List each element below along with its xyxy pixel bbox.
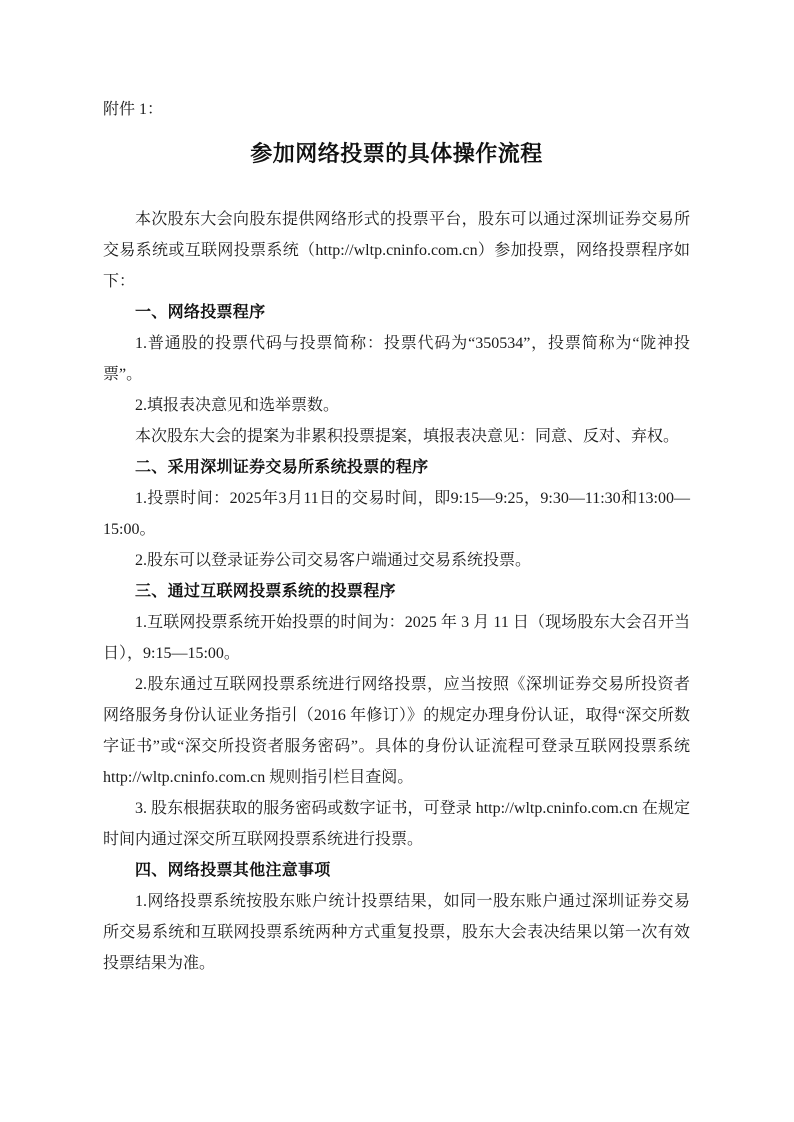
paragraph: 1.网络投票系统按股东账户统计投票结果，如同一股东账户通过深圳证券交易所交易系统和互联网投票系统两种方式重复投票，股东大会表决结果以第一次有效投票结果为准。 [103,893,690,972]
paragraph: 2.股东通过互联网投票系统进行网络投票，应当按照《深圳证券交易所投资者网络服务身份认证业务指引（2016 年修订）》的规定办理身份认证，取得“深交所数字证书”或“深交所投资者服务密码”。具体的身份认证流程可登录互联网投票系统 http://wltp.cninfo.com.cn 规则指引栏目查阅。 [103,676,690,786]
section-heading-3: 三、通过互联网投票系统的投票程序 [135,583,396,600]
paragraph: 3. 股东根据获取的服务密码或数字证书，可登录 http://wltp.cninfo.com.cn 在规定时间内通过深交所互联网投票系统进行投票。 [103,800,690,848]
attachment-label: 附件 1： [103,101,164,118]
paragraph: 本次股东大会的提案为非累积投票提案，填报表决意见：同意、反对、弃权。 [135,428,680,445]
intro-paragraph: 本次股东大会向股东提供网络形式的投票平台，股东可以通过深圳证券交易所交易系统或互联网投票系统（http://wltp.cninfo.com.cn）参加投票，网络投票程序如下： [103,211,690,290]
document-title: 参加网络投票的具体操作流程 [250,141,543,166]
paragraph: 2.填报表决意见和选举票数。 [135,397,340,414]
section-heading-4: 四、网络投票其他注意事项 [135,862,331,879]
document-body [103,204,690,979]
paragraph: 1.普通股的投票代码与投票简称：投票代码为“350534”，投票简称为“陇神投票”。 [103,335,690,383]
section-heading-2: 二、采用深圳证券交易所系统投票的程序 [135,459,429,476]
paragraph: 1.投票时间：2025年3月11日的交易时间，即9:15—9:25，9:30—11:30和13:00—15:00。 [103,490,690,538]
paragraph: 2.股东可以登录证券公司交易客户端通过交易系统投票。 [135,552,532,569]
paragraph: 1.互联网投票系统开始投票的时间为：2025 年 3 月 11 日（现场股东大会召开当日），9:15—15:00。 [103,614,690,662]
section-heading-1: 一、网络投票程序 [135,304,266,321]
